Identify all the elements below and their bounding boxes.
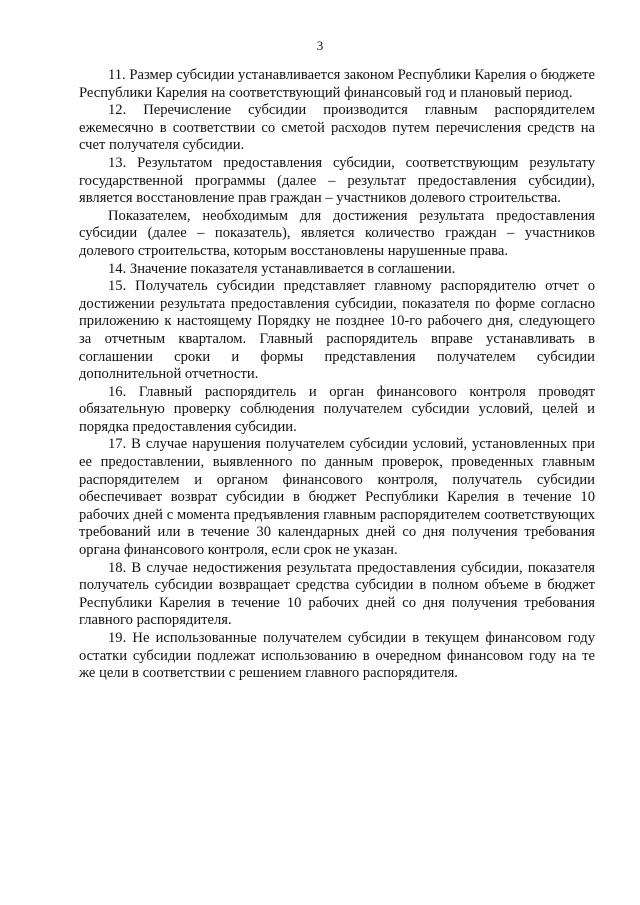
paragraph-14: 14. Значение показателя устанавливается в соглашении. <box>108 260 456 277</box>
document-body <box>79 67 595 683</box>
paragraph-16: 16. Главный распорядитель и орган финансового контроля проводят обязательную проверку соблюдения получателем субсидии условий, целей и порядка предоставления субсидии. <box>79 383 595 435</box>
paragraph-18: 18. В случае недостижения результата предоставления субсидии, показателя получатель субсидии возвращает средства субсидии в полном объеме в бюджет Республики Карелия в течение 10 рабочих дней со дня получения требования главного распорядителя. <box>79 559 595 629</box>
paragraph-13: 13. Результатом предоставления субсидии, соответствующим результату государственной программы (далее – результат предоставления субсидии), является восстановление прав граждан – участников долевого строительства. <box>79 154 595 207</box>
paragraph-19: 19. Не использованные получателем субсидии в текущем финансовом году остатки субсидии подлежат использованию в очередном финансовом году на те же цели в соответствии с решением главного распорядителя. <box>79 630 595 682</box>
paragraph-12: 12. Перечисление субсидии производится главным распорядителем ежемесячно в соответствии со сметой расходов путем перечисления средств на счет получателя субсидии. <box>79 102 595 154</box>
page-number: 3 <box>316 38 324 53</box>
paragraph-11: 11. Размер субсидии устанавливается законом Республики Карелия о бюджете Республики Карелия на соответствующий финансовый год и плановый период. <box>79 67 595 101</box>
paragraph-15: 15. Получатель субсидии представляет главному распорядителю отчет о достижении результата предоставления субсидии, показателя по форме согласно приложению к настоящему Порядку не позднее 10-го рабочего дня, следующего за отчетным кварталом. Главный распорядитель вправе устанавливать в соглашении сроки и формы представления получателем субсидии дополнительной отчетности. <box>79 278 595 383</box>
paragraph-13-indicator: Показателем, необходимым для достижения результата предоставления субсидии (далее – показатель), является количество граждан – участников долевого строительства, которым восстановлены нарушенные права. <box>79 207 595 259</box>
paragraph-17: 17. В случае нарушения получателем субсидии условий, установленных при ее предоставлении, выявленного по данным проверок, проведенных главным распорядителем и органом финансового контроля, получатель субсидии обеспечивает возврат субсидии в бюджет Республики Карелия в течение 10 рабочих дней с момента предъявления главным распорядителем соответствующих требований или в течение 30 календарных дней со дня получения требования органа финансового контроля, если срок не указан. <box>79 436 595 559</box>
